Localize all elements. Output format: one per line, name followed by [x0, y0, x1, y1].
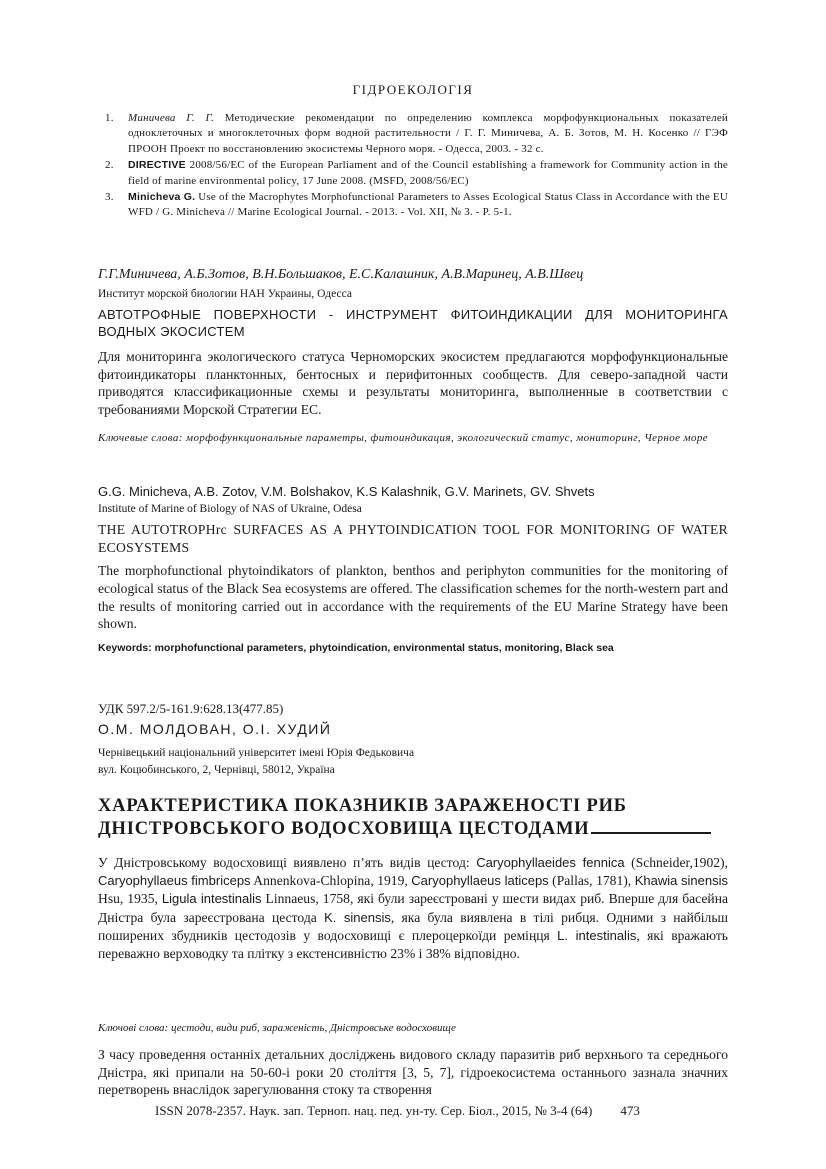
journal-citation: ISSN 2078-2357. Наук. зап. Терноп. нац. пед. ун-ту. Сер. Біол., 2015, № 3-4 (64): [155, 1103, 593, 1118]
ru-authors: Г.Г.Миничева, А.Б.Зотов, В.Н.Большаков, Е.С.Калашник, А.В.Маринец, А.В.Швец: [98, 267, 584, 282]
ru-keywords: Ключевые слова: морфофункциональные параметры, фитоиндикация, экологический статус, мониторинг, Черное море: [98, 432, 709, 444]
reference-author: Minicheva G.: [128, 191, 196, 204]
species-name: Khawia sinensis: [634, 873, 728, 889]
species-name: Caryophyllaeides fennica: [476, 855, 625, 870]
species-name: Caryophyllaeus laticeps: [411, 873, 549, 889]
reference-item: [98, 111, 728, 157]
reference-item: [98, 158, 728, 189]
abstract-text: Annenkova-Chlopina, 1919,: [250, 873, 412, 889]
en-institution: Institute of Marine of Biology of NAS of Ukraine, Odesa: [98, 503, 362, 515]
reference-text: Use of the Macrophytes Morphofunctional Parameters to Asses Ecological Status Class in Accordance with the EU WFD / G. Minicheva // Marine Ecological Journal. - 2013. - Vol. XII, № 3. - P. 5-1.: [128, 191, 728, 219]
reference-list: [98, 111, 728, 222]
reference-text: 2008/56/EC of the European Parliament and of the Council establishing a framework for Community action in the field of marine environmental policy, 17 June 2008. (MSFD, 2008/56/EC): [128, 159, 728, 187]
title-underline: [591, 818, 711, 834]
page-footer: [155, 1103, 640, 1119]
species-name: L. intestinalis: [557, 927, 637, 943]
reference-number: 2.: [105, 159, 114, 172]
reference-author: DIRECTIVE: [128, 159, 186, 172]
ru-abstract: Для мониторинга экологического статуса Черноморских экосистем предлагаются морфофункциональные фитоиндикаторы планктонных, бентосных и перифитонных сообществ. Для северо-западной части приводятся классификационные схемы и результаты мониторинга, выполненные в соответствии с требованиями Морской Стратегии ЕС.: [98, 349, 728, 417]
en-abstract: The morphofunctional phytoindikators of plankton, benthos and periphyton communities for the monitoring of ecological status of the Black Sea ecosystems are offered. The classification schemes for the north-western part and the results of monitoring carried out in accordance with the requirements of the EU Marine Strategy have been shown.: [98, 563, 728, 632]
species-name: Ligula intestinalis: [161, 891, 262, 907]
abstract-text: , яка була виявлена в тілі рибця. Одними з найбільш поширених збудників цестодозів у водосховищі є плероцеркоїди реміңця: [98, 909, 728, 943]
ua-keywords: Ключові слова: цестоди, види риб, зараженість, Дністровське водосховище: [98, 1022, 456, 1034]
udk-code: УДК 597.2/5-161.9:628.13(477.85): [98, 701, 284, 716]
ua-abstract: [98, 854, 728, 963]
en-title: THE AUTOTROPHrc SURFACES AS A PHYTOINDICATION TOOL FOR MONITORING OF WATER ECOSYSTEMS: [98, 522, 728, 555]
ua-title-text: ХАРАКТЕРИСТИКА ПОКАЗНИКІВ ЗАРАЖЕНОСТІ РИБ ДНІСТРОВСЬКОГО ВОДОСХОВИЩА ЦЕСТОДАМИ: [98, 796, 627, 839]
reference-number: 1.: [105, 112, 114, 124]
abstract-text: (Pallas, 1781),: [548, 873, 635, 889]
en-authors: G.G. Minicheva, A.B. Zotov, V.M. Bolshakov, K.S Kalashnik, G.V. Marinets, GV. Shvets: [98, 484, 595, 499]
ru-institution: Институт морской биологии НАН Украины, Одесса: [98, 288, 352, 300]
ua-institution-name: Чернівецький національний університет імені Юрія Федьковича: [98, 747, 415, 759]
ru-title: АВТОТРОФНЫЕ ПОВЕРХНОСТИ - ИНСТРУМЕНТ ФИТОИНДИКАЦИИ ДЛЯ МОНИТОРИНГА ВОДНЫХ ЭКОСИСТЕМ: [98, 307, 728, 339]
species-name: K. sinensis: [324, 909, 391, 925]
section-header: ГІДРОЕКОЛОГІЯ: [352, 82, 474, 97]
page-number: 473: [620, 1103, 640, 1118]
abstract-text: У Дністровському водосховищі виявлено п’ять видів цестод:: [98, 855, 477, 870]
ua-institution-address: вул. Коцюбинського, 2, Чернівці, 58012, Україна: [98, 764, 335, 776]
ua-title: [98, 795, 738, 841]
ua-body-text: З часу проведення останніх детальних досліджень видового складу паразитів риб верхнього та середнього Дністра, які припали на 50-60-і роки 20 століття [3, 5, 7], гідроекосистема останнього зазнала значних перетворень внаслідок зарегулювання стоку та створення: [98, 1047, 728, 1098]
ua-authors: О.М. МОЛДОВАН, О.І. ХУДИЙ: [98, 721, 332, 737]
abstract-text: , які вражають переважно верховодку та плітку з екстенсивністю 23% і 38% відповідно.: [98, 927, 728, 962]
abstract-text: Linnaeus, 1758, які були зареєстровані у шести видах риб. Вперше для басейна Дністра була зареєстрована цестода: [98, 891, 728, 925]
reference-item: [98, 190, 728, 221]
reference-author: Миничева Г. Г.: [128, 112, 215, 124]
abstract-text: Hsu, 1935,: [98, 891, 162, 907]
reference-number: 3.: [105, 191, 114, 204]
abstract-text: (Schneider,1902),: [624, 855, 728, 870]
reference-text: Методические рекомендации по определению комплекса морфофункциональных показателей одноклеточных и многоклеточных форм водной растительности / Г. Г. Миничева, А. Б. Зотов, М. Н. Косенко // ГЭФ ПРООН Проект по восстановлению экосистемы Черного моря. - Одесса, 2003. - 32 с.: [128, 112, 728, 155]
ua-institution: [98, 745, 728, 779]
species-name: Caryophyllaeus fimbriceps: [98, 873, 251, 889]
en-keywords: Keywords: morphofunctional parameters, phytoindication, environmental status, monitoring, Black sea: [98, 642, 614, 654]
